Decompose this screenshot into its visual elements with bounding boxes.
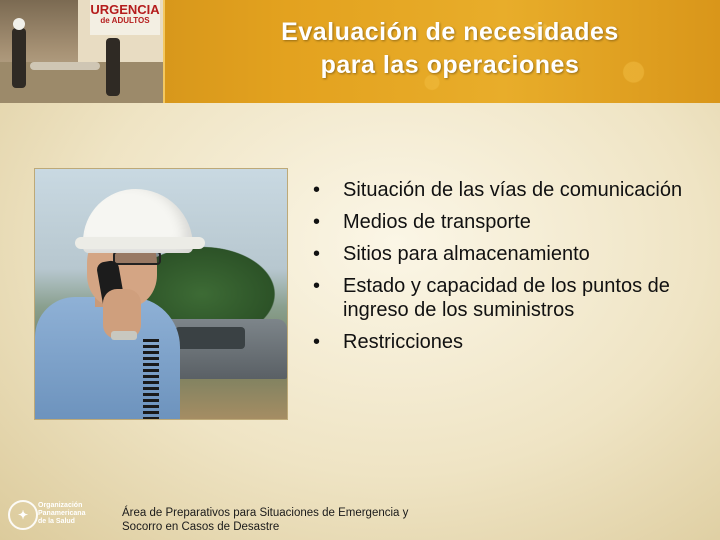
- logo-line2: Panamericana: [38, 510, 86, 517]
- phone-cord: [143, 339, 159, 419]
- urgencia-sign-main: URGENCIA: [90, 2, 160, 17]
- logo-line1: Organización: [38, 502, 83, 509]
- bullet-glyph: •: [313, 243, 321, 265]
- logo-line3: de la Salud: [38, 518, 75, 525]
- bullet-list: [313, 178, 683, 362]
- paho-logo: [8, 498, 118, 536]
- bullet-text: Restricciones: [343, 331, 464, 353]
- emergency-entrance-photo: [0, 0, 165, 103]
- bullet-item: [313, 178, 683, 202]
- footer-line1: Área de Preparativos para Situaciones de Emergencia y: [122, 507, 409, 519]
- urgencia-sign-sub: de ADULTOS: [100, 16, 150, 25]
- slide-title: [230, 16, 670, 82]
- vehicle-window: [175, 327, 245, 349]
- glasses: [113, 251, 161, 265]
- worker-on-phone-photo: [34, 168, 288, 420]
- bullet-text: Medios de transporte: [343, 211, 531, 233]
- urgencia-sign: [90, 0, 160, 35]
- wristwatch: [111, 331, 137, 340]
- footer-line2: Socorro en Casos de Desastre: [122, 521, 280, 533]
- person-figure: [106, 38, 120, 96]
- slide-title-line1: Evaluación de necesidades: [281, 18, 619, 46]
- hard-hat-brim: [75, 237, 205, 249]
- slide-title-line2: para las operaciones: [320, 51, 580, 79]
- logo-text: [38, 502, 118, 526]
- person-figure: [12, 28, 26, 88]
- bullet-glyph: •: [313, 211, 321, 233]
- header-band: [0, 0, 720, 103]
- stretcher: [30, 62, 100, 70]
- person-head: [13, 18, 25, 30]
- bullet-text: Situación de las vías de comunicación: [343, 179, 683, 201]
- footer-caption: [122, 506, 442, 534]
- bullet-item: [313, 242, 683, 266]
- bullet-glyph: •: [313, 331, 321, 353]
- bullet-item: [313, 330, 683, 354]
- bullet-item: [313, 274, 683, 322]
- globe-icon: ✦: [8, 500, 38, 530]
- bullet-text: Sitios para almacenamiento: [343, 243, 590, 265]
- bullet-glyph: •: [313, 179, 321, 201]
- bullet-text: Estado y capacidad de los puntos de ingreso de los suministros: [343, 275, 670, 321]
- bullet-glyph: •: [313, 275, 321, 297]
- bullet-item: [313, 210, 683, 234]
